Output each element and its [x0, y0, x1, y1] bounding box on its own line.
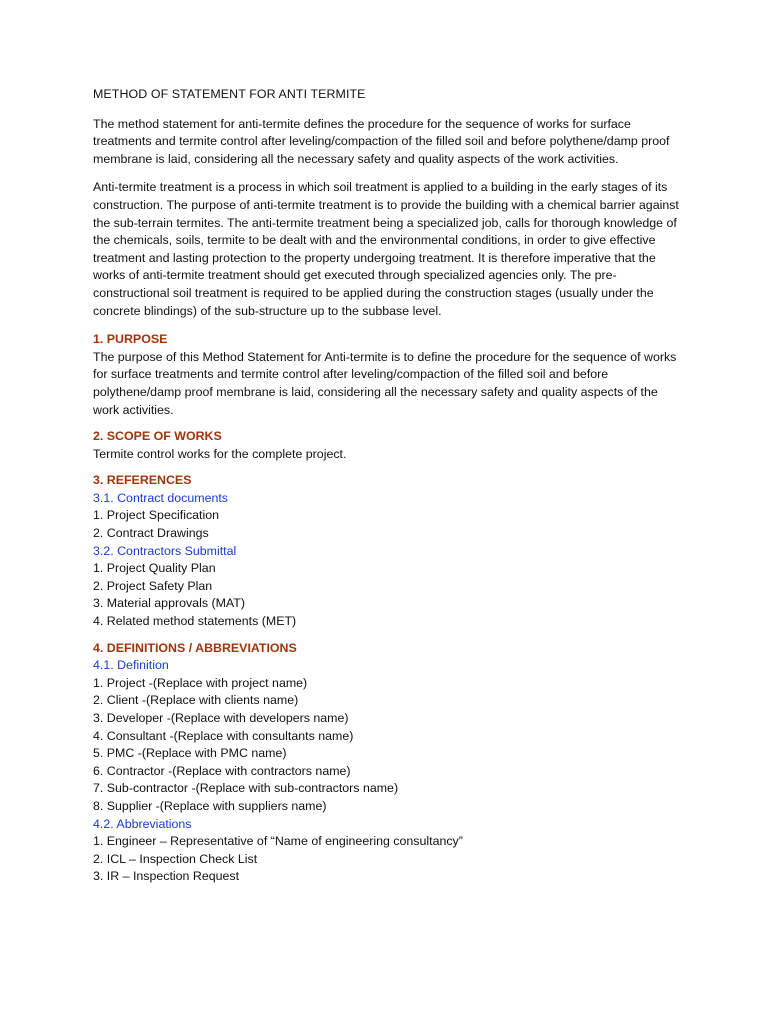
list-item: 2. ICL – Inspection Check List — [93, 851, 258, 866]
references-section — [93, 472, 683, 630]
purpose-section — [93, 331, 683, 419]
list-item: 5. PMC -(Replace with PMC name) — [93, 746, 287, 761]
list-item: 2. Project Safety Plan — [93, 578, 213, 593]
purpose-heading: 1. PURPOSE — [93, 332, 168, 347]
scope-heading: 2. SCOPE OF WORKS — [93, 429, 222, 444]
scope-text: Termite control works for the complete project. — [93, 446, 347, 461]
list-item: 1. Project Quality Plan — [93, 561, 216, 576]
list-item: 4. Related method statements (MET) — [93, 614, 297, 629]
list-item: 7. Sub-contractor -(Replace with sub-contractors name) — [93, 781, 399, 796]
abbreviations-heading: 4.2. Abbreviations — [93, 816, 192, 831]
list-item: 6. Contractor -(Replace with contractors name) — [93, 763, 351, 778]
list-item: 3. Developer -(Replace with developers name) — [93, 711, 349, 725]
intro-paragraph-2: Anti-termite treatment is a process in which soil treatment is applied to a building in the early stages of its construction. The purpose of anti-termite treatment is to provide the building with a chemical barrier against the sub-terrain termites. The anti-termite treatment being a specialized job, calls for thorough knowledge of the chemicals, soils, termite to be dealt with and the environmental conditions, in order to give effective treatment and lasting protection to the property undergoing treatment. It is therefore imperative that the works of anti-termite treatment should get executed through specialized agencies only. The pre-constructional soil treatment is required to be applied during the construction stages (usually under the concrete blindings) of the sub-structure up to the subbase level. — [93, 180, 679, 318]
intro-paragraph-1: The method statement for anti-termite defines the procedure for the sequence of works for surface treatments and termite control after leveling/compaction of the filled soil and before polythene/damp proof membrane is laid, considering all the necessary safety and quality aspects of the work activities. — [93, 116, 670, 166]
list-item: 2. Contract Drawings — [93, 526, 209, 541]
list-item: 1. Project Specification — [93, 508, 220, 523]
definition-heading: 4.1. Definition — [93, 658, 169, 673]
list-item: 3. IR – Inspection Request — [93, 869, 240, 884]
definitions-heading: 4. DEFINITIONS / ABBREVIATIONS — [93, 640, 297, 655]
list-item: 3. Material approvals (MAT) — [93, 596, 245, 611]
scope-section — [93, 428, 683, 463]
contract-documents-heading: 3.1. Contract documents — [93, 490, 228, 505]
references-heading: 3. REFERENCES — [93, 473, 192, 488]
list-item: 8. Supplier -(Replace with suppliers name) — [93, 798, 327, 813]
list-item: 2. Client -(Replace with clients name) — [93, 693, 299, 708]
document-title: METHOD OF STATEMENT FOR ANTI TERMITE — [93, 87, 366, 101]
list-item: 1. Project -(Replace with project name) — [93, 675, 308, 690]
contractors-submittal-heading: 3.2. Contractors Submittal — [93, 543, 237, 558]
list-item: 4. Consultant -(Replace with consultants name) — [93, 728, 354, 743]
definitions-section — [93, 640, 683, 886]
document-page — [93, 86, 683, 895]
list-item: 1. Engineer – Representative of “Name of engineering consultancy” — [93, 834, 463, 849]
purpose-text: The purpose of this Method Statement for Anti-termite is to define the procedure for the sequence of works for surface treatments and termite control after leveling/compaction of the filled soil and before polythene/damp proof membrane is laid, considering all the necessary safety and quality aspects of the work activities. — [93, 349, 677, 417]
